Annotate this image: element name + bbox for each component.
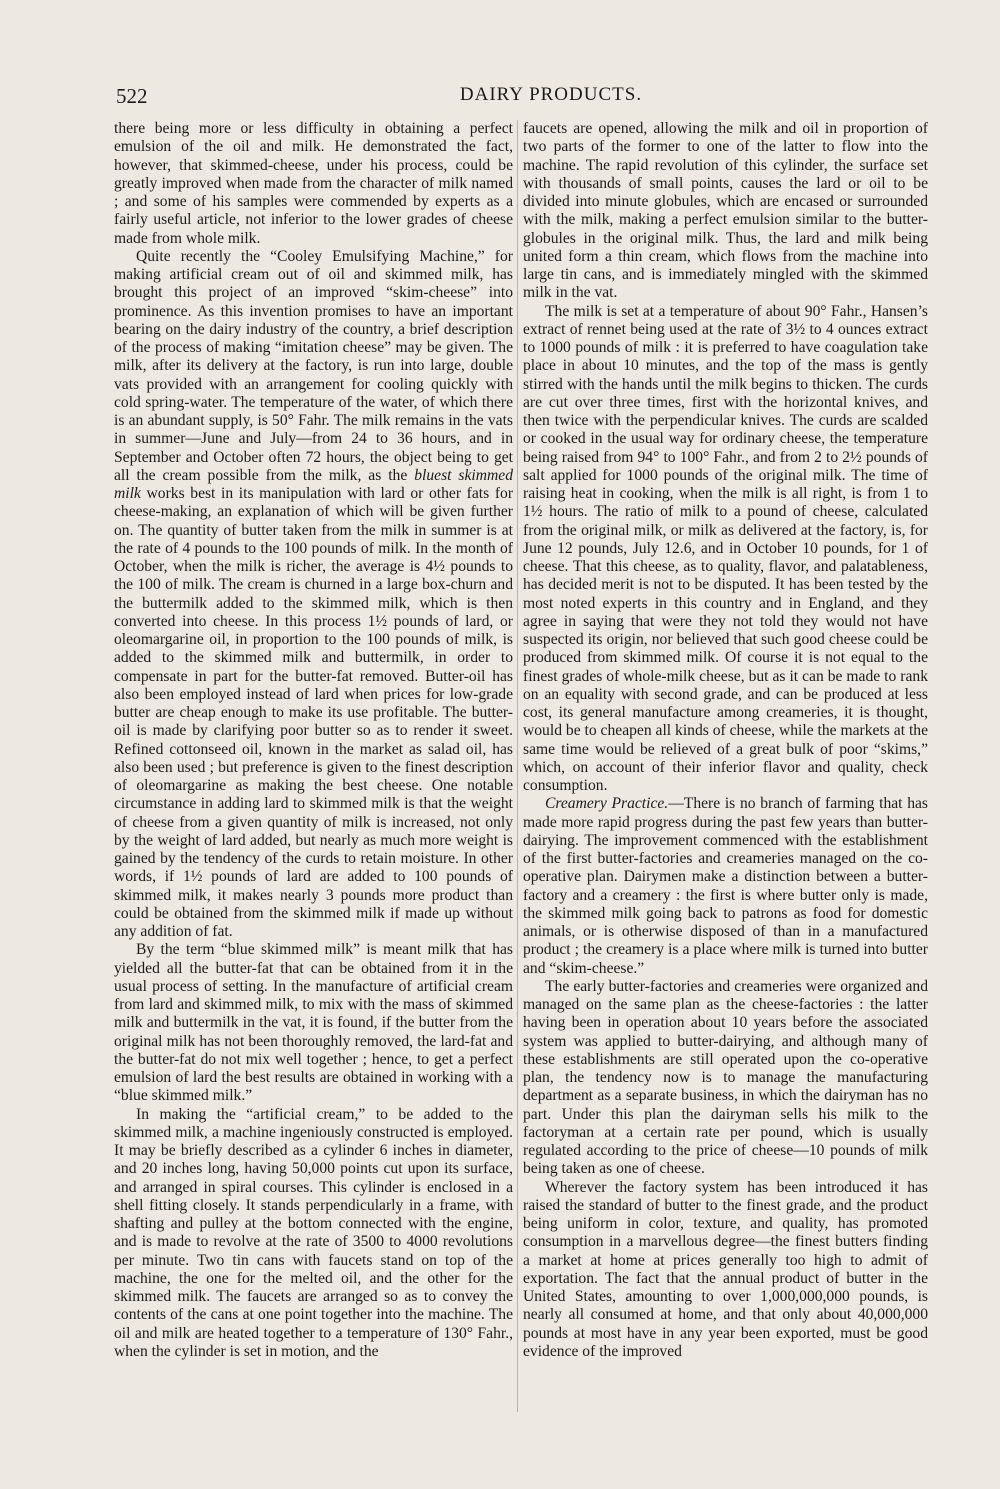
section-heading: Creamery Practice. — [545, 795, 669, 813]
paragraph: there being more or less difficulty in obtaining a perfect emulsion of the oil and milk. He demonstrated the fact, however, that skimmed-cheese, under his process, could be greatly improved when made from the character of milk named ; and some of his samples were commended by experts as a fairly useful article, not inferior to the lower grades of cheese made from whole milk. — [114, 120, 513, 247]
paragraph — [523, 795, 928, 978]
page-number: 522 — [116, 84, 148, 108]
italic-phrase: bluest skimmed milk — [114, 466, 513, 502]
paragraph — [114, 248, 513, 942]
right-column — [523, 120, 928, 1361]
left-column — [114, 120, 513, 1361]
paragraph: The early butter-factories and creameries were organized and managed on the same plan as the cheese-factories : the latter having been in operation about 10 years before the associated system was applied to butter-dairying, and although many of these establishments are still operated upon the co-operative plan, the tendency now is to manage the manufacturing department as a separate business, in which the dairyman has no part. Under this plan the dairyman sells his milk to the factoryman at a certain rate per pound, which is usually regulated according to the price of cheese—10 pounds of milk being taken as one of cheese. — [523, 977, 928, 1178]
paragraph-text: works best in its manipulation with lard or other fats for cheese-making, an explanation of which will be given further on. The quantity of butter taken from the milk in summer is at the rate of 4 pounds to the 100 pounds of milk. In the month of October, when the milk is richer, the average is 4½ pounds to the 100 of milk. The cream is churned in a large box-churn and the buttermilk added to the skimmed milk, which is then converted into cheese. In this process 1½ pounds of lard, or oleomargarine oil, in proportion to the 100 pounds of milk, is added to the skimmed milk and buttermilk, in order to compensate in part for the butter-fat removed. Butter-oil has also been employed instead of lard when prices for low-grade butter are cheap enough to make its use profitable. The butter-oil is made by clarifying poor butter so as to render it sweet. Refined cottonseed oil, known in the market as salad oil, has also been used ; but preference is given to the finest description of oleomargarine as making the best cheese. One notable circumstance in adding lard to skimmed milk is that the weight of cheese from a given quantity of milk is increased, not only by the weight of lard added, but nearly as much more weight is gained by the tendency of the curds to retain moisture. In other words, if 1½ pounds of lard are added to 100 pounds of skimmed milk, it makes nearly 3 pounds more product than could be obtained from the skimmed milk if made up without any addition of fat. — [114, 485, 514, 940]
column-divider — [517, 120, 518, 1412]
running-head: DAIRY PRODUCTS. — [459, 84, 643, 105]
paragraph-text: Quite recently the “Cooley Emulsifying Machine,” for making artificial cream out of oil and skimmed milk, has brought this project of an improved “skim-cheese” into prominence. As this invention promises to have an important bearing on the dairy industry of the country, a brief description of the process of making “imitation cheese” may be given. The milk, after its delivery at the factory, is run into large, double vats provided with an arrangement for cooling quickly with cold spring-water. The temperature of the water, of which there is an abundant supply, is 50° Fahr. The milk remains in the vats in summer—June and July—from 24 to 36 hours, and in September and October often 72 hours, the object being to get all the cream possible from the milk, as the — [114, 247, 513, 484]
paragraph-text: —There is no branch of farming that has made more rapid progress during the past few years than butter-dairying. The improvement commenced with the establishment of the first butter-factories and creameries managed on the co-operative plan. Dairymen make a distinction between a butter-factory and a creamery : the first is where butter only is made, the skimmed milk going back to patrons as food for domestic animals, or is otherwise disposed of than in a manufactured product ; the creamery is a place where milk is turned into butter and “skim-cheese.” — [523, 795, 928, 977]
paragraph: By the term “blue skimmed milk” is meant milk that has yielded all the butter-fat that can be obtained from it in the usual process of setting. In the manufacture of artificial cream from lard and skimmed milk, to mix with the mass of skimmed milk and buttermilk in the vat, it is found, if the butter from the original milk has not been thoroughly removed, the lard-fat and the butter-fat do not mix well together ; hence, to get a perfect emulsion of lard the best results are obtained in working with a “blue skimmed milk.” — [114, 941, 513, 1105]
page-header — [116, 84, 926, 114]
paragraph: The milk is set at a temperature of about 90° Fahr., Hansen’s extract of rennet being used at the rate of 3½ to 4 ounces extract to 1000 pounds of milk : it is preferred to have coagulation take place in about 10 minutes, and the top of the mass is gently stirred with the hands until the milk begins to thicken. The curds are cut over three times, first with the horizontal knives, and then twice with the perpendicular knives. The curds are scalded or cooked in the usual way for ordinary cheese, the temperature being raised from 94° to 100° Fahr., and from 2 to 2½ pounds of salt applied for 1000 pounds of the original milk. The time of raising heat in cooking, when the milk is all right, is from 1 to 1½ hours. The ratio of milk to a pound of cheese, calculated from the original milk, or milk as delivered at the factory, is, for June 12 pounds, July 12.6, and in October 10 pounds, for 1 of cheese. That this cheese, as to quality, flavor, and palatableness, has decided merit is not to be disputed. It has been tested by the most noted experts in this country and in England, and they agree in saying that were they not told they would not have suspected its origin, nor believed that such good cheese could be produced from skimmed milk. Of course it is not equal to the finest grades of whole-milk cheese, but as it can be made to rank on an equality with second grade, and can be produced at less cost, its general manufacture among creameries, it is thought, would be to cheapen all kinds of cheese, while the markets at the same time would be relieved of a great bulk of poor “skims,” which, on account of their inferior flavor and quality, check consumption. — [523, 302, 928, 794]
paragraph: faucets are opened, allowing the milk and oil in proportion of two parts of the former to one of the latter to flow into the machine. The rapid revolution of this cylinder, the surface set with thousands of small points, causes the lard or oil to be divided into minute globules, which are encased or surrounded with the milk, making a perfect emulsion similar to the butter-globules in the original milk. Thus, the lard and milk being united form a thin cream, which flows from the machine into large tin cans, and is immediately mingled with the skimmed milk in the vat. — [523, 120, 928, 302]
paragraph: Wherever the factory system has been introduced it has raised the standard of butter to the finest grade, and the product being uniform in color, texture, and quality, has promoted consumption in a marvellous degree—the finest butters finding a market at home at prices generally too high to admit of exportation. The fact that the annual product of butter in the United States, amounting to over 1,000,000,000 pounds, is nearly all consumed at home, and that only about 40,000,000 pounds at most have in any year been exported, must be good evidence of the improved — [523, 1178, 928, 1360]
paragraph: In making the “artificial cream,” to be added to the skimmed milk, a machine ingeniously constructed is employed. It may be briefly described as a cylinder 6 inches in diameter, and 20 inches long, having 50,000 points cut upon its surface, and arranged in spiral courses. This cylinder is enclosed in a shell fitting closely. It stands perpendicularly in a frame, with shafting and pulley at the bottom connected with the engine, and is made to revolve at the rate of 3500 to 4000 revolutions per minute. Two tin cans with faucets stand on top of the machine, the one for the melted oil, and the other for the skimmed milk. The faucets are arranged so as to convey the contents of the cans at one point together into the machine. The oil and milk are heated together to a temperature of 130° Fahr., when the cylinder is set in motion, and the — [114, 1105, 513, 1360]
